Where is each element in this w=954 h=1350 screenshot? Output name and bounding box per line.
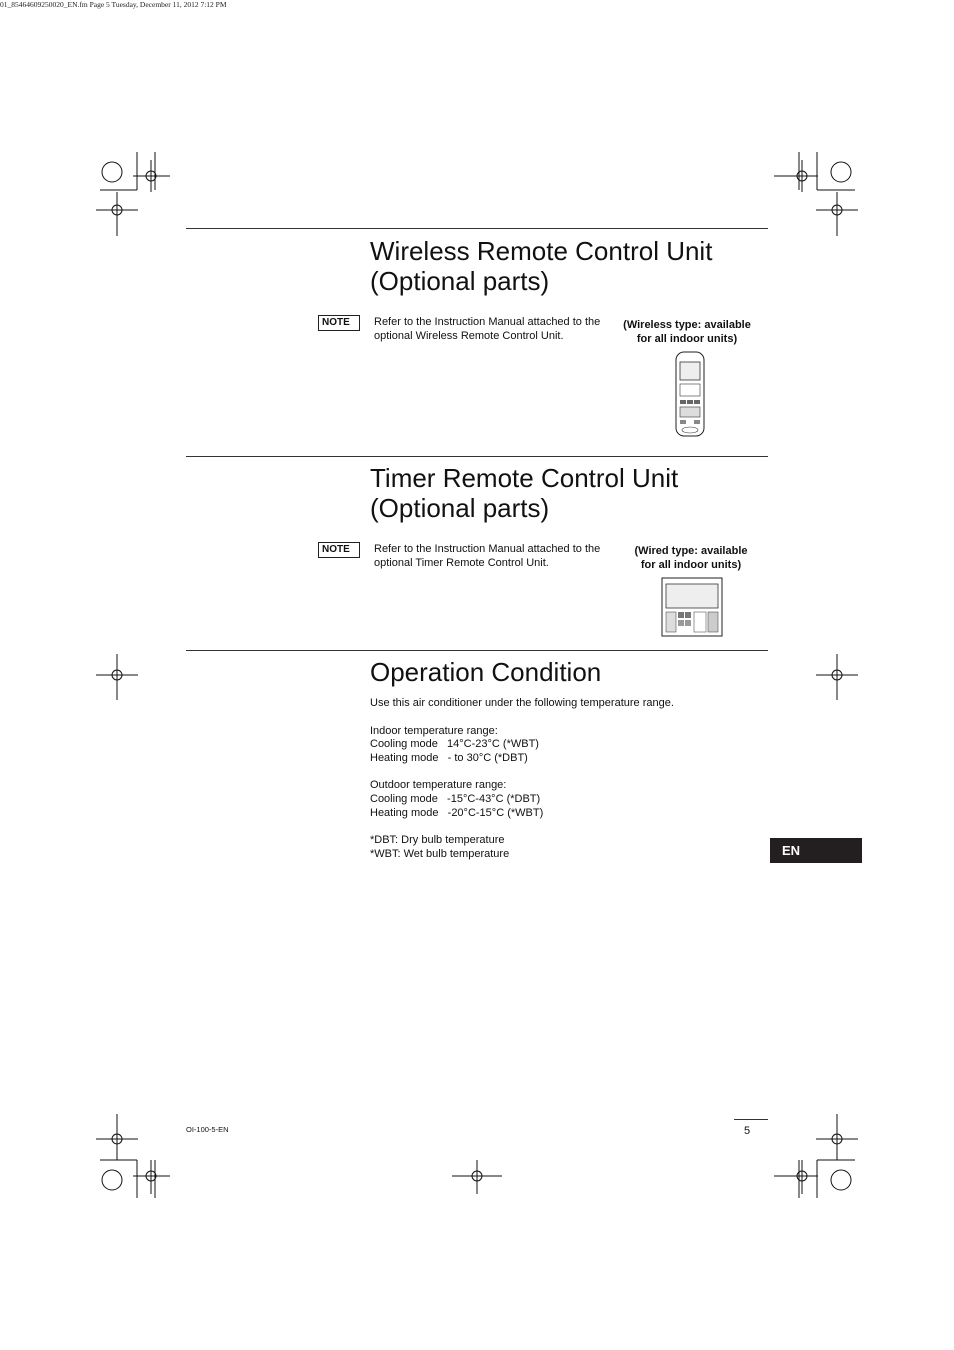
image-caption: [618, 544, 764, 572]
caption-line2: for all indoor units): [636, 333, 738, 345]
outdoor-heading: Outdoor temperature range:: [370, 779, 507, 791]
dbt-definition: *DBT: Dry bulb temperature: [370, 834, 505, 846]
registration-mark-bottom-left: [96, 1114, 170, 1198]
registration-mark-middle-left: [96, 654, 138, 700]
file-meta-header: 01_85464609250020_EN.fm Page 5 Tuesday, December 11, 2012 7:12 PM: [0, 0, 227, 9]
note-text: Refer to the Instruction Manual attached to the optional Wireless Remote Control Unit.: [374, 316, 601, 342]
language-tab: EN: [770, 838, 862, 863]
note-text: Refer to the Instruction Manual attached to the optional Timer Remote Control Unit.: [374, 543, 601, 569]
section-divider: [186, 228, 768, 229]
indoor-cooling: Cooling mode 14°C-23°C (*WBT): [370, 738, 539, 750]
section-divider: [186, 650, 768, 651]
page-number: 5: [744, 1125, 751, 1137]
note-badge: NOTE: [318, 542, 360, 558]
caption-line1: (Wireless type: available: [623, 319, 751, 331]
image-caption: [612, 318, 762, 346]
registration-mark-bottom-center: [452, 1160, 502, 1194]
section-title: Operation Condition: [370, 657, 602, 687]
page-number-rule: [734, 1119, 768, 1120]
intro-text: Use this air conditioner under the following temperature range.: [370, 697, 674, 709]
document-code: OI-100-5-EN: [186, 1125, 229, 1134]
registration-mark-bottom-right: [774, 1114, 858, 1198]
indoor-heating: Heating mode - to 30°C (*DBT): [370, 752, 528, 764]
wireless-remote-icon: [672, 350, 708, 440]
note-badge: NOTE: [318, 315, 360, 331]
registration-mark-middle-right: [816, 654, 858, 700]
indoor-heading: Indoor temperature range:: [370, 725, 498, 737]
section-divider: [186, 456, 768, 457]
outdoor-heating: Heating mode -20°C-15°C (*WBT): [370, 807, 544, 819]
caption-line1: (Wired type: available: [634, 545, 748, 557]
outdoor-cooling: Cooling mode -15°C-43°C (*DBT): [370, 793, 541, 805]
section-title-line1: Wireless Remote Control Unit: [370, 236, 713, 266]
caption-line2: for all indoor units): [640, 559, 742, 571]
registration-mark-top-left: [96, 152, 170, 236]
section-title-line1: Timer Remote Control Unit: [370, 463, 679, 493]
wired-remote-icon: [660, 576, 724, 638]
registration-mark-top-right: [774, 152, 858, 236]
wbt-definition: *WBT: Wet bulb temperature: [370, 848, 510, 860]
section-title: [370, 236, 712, 296]
section-title: [370, 463, 678, 523]
section-title-line2: (Optional parts): [370, 493, 550, 523]
section-title-line2: (Optional parts): [370, 266, 550, 296]
